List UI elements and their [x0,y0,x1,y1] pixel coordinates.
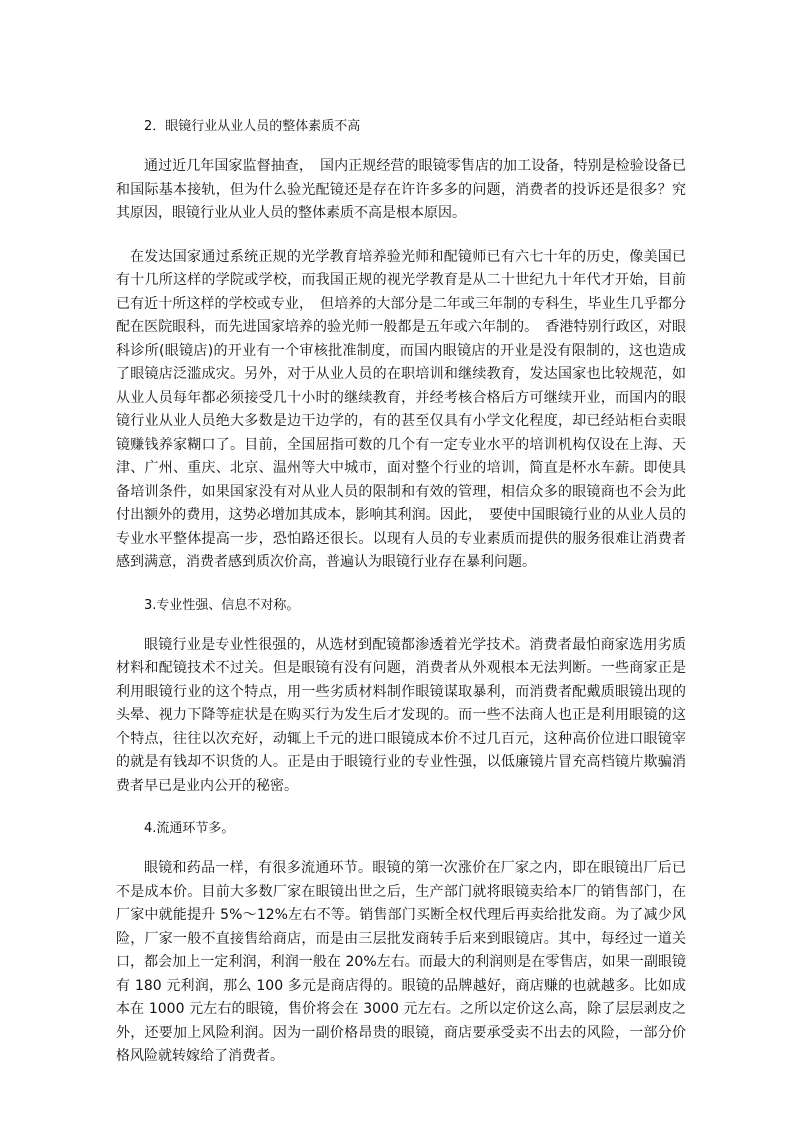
section-heading: 3.专业性强、信息不对称。 [144,597,300,613]
section-heading: 4.流通环节多。 [144,821,235,836]
paragraph: 在发达国家通过系统正规的光学教育培养验光师和配镜师已有六七十年的历史，像美国已有十几所这样的学院或学校，而我国正规的视光学教育是从二十世纪九十年代才开始，目前已有近十所这样的学校或专业， 但培养的大部分是二年或三年制的专科生，毕业生几乎都分配在医院眼科，而先进国家培养的验光师一般都是五年或六年制的。 香港特别行政区，对眼科诊所(眼镜店)的开业有一个审核批准制度，而国内眼镜店的开业是没有限制的，这也造成了眼镜店泛滥成灾。另外，对于从业人员的在职培训和继续教育，发达国家也比较规范，如从业人员每年都必须接受几十小时的继续教育，并经考核合格后方可继续开业，而国内的眼镜行业从业人员绝大多数是边干边学的，有的甚至仅具有小学文化程度，却已经站柜台卖眼镜赚钱养家糊口了。目前，全国屈指可数的几个有一定专业水平的培训机构仅设在上海、天津、广州、重庆、北京、温州等大中城市，面对整个行业的培训，简直是杯水车薪。即使具备培训条件，如果国家没有对从业人员的限制和有效的管理，相信众多的眼镜商也不会为此付出额外的费用，这势必增加其成本，影响其利润。因此， 要使中国眼镜行业的从业人员的专业水平整体提高一步，恐怕路还很长。以现有人员的专业素质而提供的服务很难让消费者感到满意，消费者感到质次价高，普遍认为眼镜行业存在暴利问题。 [116,248,686,570]
section-4 [116,818,686,1069]
section-heading: 2．眼镜行业从业人员的整体素质不高 [144,119,361,134]
paragraph: 眼镜行业是专业性很强的，从选材到配镜都渗透着光学技术。消费者最怕商家选用劣质材料和配镜技术不过关。但是眼镜有没有问题，消费者从外观根本无法判断。一些商家正是利用眼镜行业的这个特点，用一些劣质材料制作眼镜谋取暴利，而消费者配戴质眼镜出现的头晕、视力下降等症状是在购买行为发生后才发现的。而一些不法商人也正是利用眼镜的这个特点，往往以次充好，动辄上千元的进口眼镜成本价不过几百元，这种高价位进口眼镜宰的就是有钱却不识货的人。正是由于眼镜行业的专业性强，以低廉镜片冒充高档镜片欺骗消费者早已是业内公开的秘密。 [116,636,686,794]
paragraph: 通过近几年国家监督抽查， 国内正规经营的眼镜零售店的加工设备，特别是检验设备已和国际基本接轨，但为什么验光配镜还是存在许许多多的问题，消费者的投诉还是很多？究其原因，眼镜行业从业人员的整体素质不高是根本原因。 [116,158,686,221]
section-3 [116,595,686,799]
paragraph: 眼镜和药品一样，有很多流通环节。眼镜的第一次涨价在厂家之内，即在眼镜出厂后已不是成本价。目前大多数厂家在眼镜出世之后，生产部门就将眼镜卖给本厂的销售部门，在厂家中就能提升 5%～12%左右不等。销售部门买断全权代理后再卖给批发商。为了减少风险，厂家一般不直接售给商店，而是由三层批发商转手后来到眼镜店。其中，每经过一道关口，都会加上一定利润，利润一般在 20%左右。而最大的利润则是在零售店，如果一副眼镜有 180 元利润，那么 100 多元是商店得的。眼镜的品牌越好，商店赚的也就越多。比如成本在 1000 元左右的眼镜，售价将会在 3000 元左右。之所以定价这么高，除了层层剥皮之外，还要加上风险利润。因为一副价格昂贵的眼镜，商店要承受卖不出去的风险，一部分价格风险就转嫁给了消费者。 [116,860,686,1064]
document-page [116,112,686,1089]
section-2 [116,116,686,575]
